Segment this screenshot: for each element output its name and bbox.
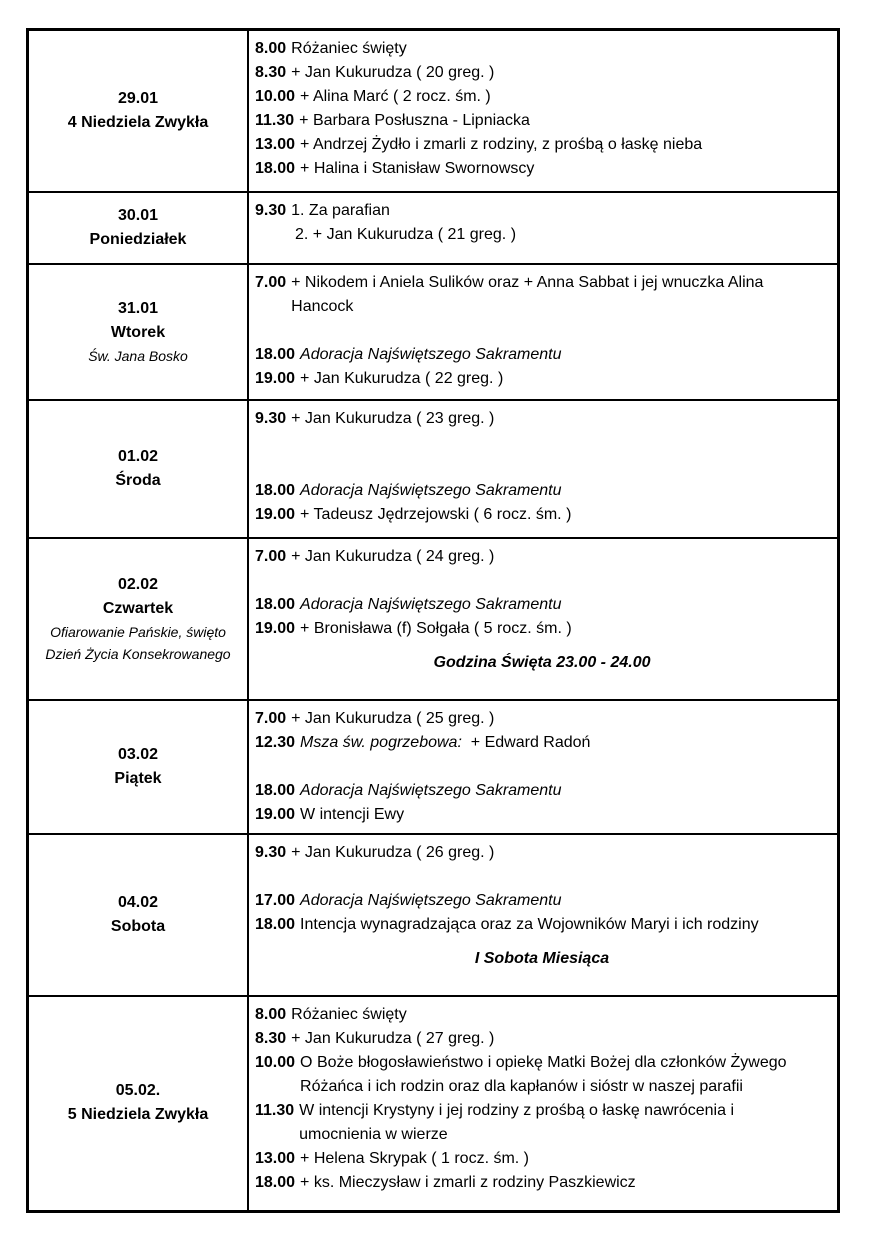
day-row-0302 bbox=[28, 700, 839, 834]
day-name: Wtorek bbox=[110, 323, 166, 341]
day-cell bbox=[28, 192, 249, 264]
mass-intention: + Nikodem i Aniela Sulików oraz + Anna Sabbat i jej wnuczka Alina Hancock bbox=[291, 273, 764, 315]
funeral-label: Msza św. pogrzebowa: bbox=[300, 733, 462, 751]
mass-time: 17.00 bbox=[255, 891, 296, 909]
mass-entry bbox=[255, 343, 829, 367]
mass-time: 8.30 bbox=[255, 1029, 287, 1047]
day-cell bbox=[28, 538, 249, 700]
mass-intention: W intencji Krystyny i jej rodziny z prośbą o łaskę nawrócenia i umocnienia w wierze bbox=[299, 1101, 734, 1143]
mass-intention: + Jan Kukurudza ( 26 greg. ) bbox=[291, 843, 495, 861]
masses-cell bbox=[248, 400, 839, 538]
mass-time: 12.30 bbox=[255, 733, 296, 751]
day-note: Godzina Święta 23.00 - 24.00 bbox=[433, 653, 651, 671]
day-note: I Sobota Miesiąca bbox=[474, 949, 610, 967]
mass-entry bbox=[255, 199, 829, 223]
day-cell bbox=[28, 996, 249, 1212]
mass-intention: Adoracja Najświętszego Sakramentu bbox=[300, 781, 562, 799]
mass-entry bbox=[255, 157, 829, 181]
mass-time: 7.00 bbox=[255, 547, 287, 565]
mass-entry bbox=[255, 889, 829, 913]
mass-entry bbox=[255, 133, 829, 157]
mass-intention: + Bronisława (f) Sołgała ( 5 rocz. śm. ) bbox=[300, 619, 572, 637]
day-row-0502 bbox=[28, 996, 839, 1212]
masses-cell bbox=[248, 700, 839, 834]
day-row-3101 bbox=[28, 264, 839, 400]
day-name: Piątek bbox=[114, 769, 162, 787]
day-name: Poniedziałek bbox=[89, 230, 187, 248]
mass-entry bbox=[255, 407, 829, 431]
mass-intention: + Barbara Posłuszna - Lipniacka bbox=[299, 112, 530, 129]
day-date: 30.01 bbox=[117, 206, 159, 224]
day-name: Czwartek bbox=[102, 599, 174, 617]
mass-intention-continuation: 2. + Jan Kukurudza ( 21 greg. ) bbox=[295, 225, 517, 243]
masses-cell bbox=[248, 192, 839, 264]
mass-intention: Adoracja Najświętszego Sakramentu bbox=[300, 345, 562, 363]
mass-time: 13.00 bbox=[255, 1149, 296, 1167]
mass-intention: Różaniec święty bbox=[291, 40, 407, 57]
mass-intention: + Tadeusz Jędrzejowski ( 6 rocz. śm. ) bbox=[300, 505, 572, 523]
masses-cell bbox=[248, 264, 839, 400]
mass-intention: + Jan Kukurudza ( 24 greg. ) bbox=[291, 547, 495, 565]
day-row-2901 bbox=[28, 30, 839, 192]
mass-intention: + Jan Kukurudza ( 22 greg. ) bbox=[300, 369, 504, 387]
mass-time: 13.00 bbox=[255, 136, 296, 153]
mass-intention: + Halina i Stanisław Swornowscy bbox=[300, 160, 535, 177]
mass-entry bbox=[255, 61, 829, 85]
mass-intention: + Alina Marć ( 2 rocz. śm. ) bbox=[300, 88, 491, 105]
mass-entry bbox=[255, 1027, 829, 1051]
mass-entry bbox=[255, 731, 829, 755]
mass-entry bbox=[255, 1147, 829, 1171]
spacer bbox=[255, 431, 829, 479]
day-row-0102 bbox=[28, 400, 839, 538]
mass-time: 18.00 bbox=[255, 1173, 296, 1191]
spacer bbox=[255, 569, 829, 593]
day-cell bbox=[28, 400, 249, 538]
day-date: 01.02 bbox=[117, 447, 159, 465]
mass-intention: + Jan Kukurudza ( 27 greg. ) bbox=[291, 1029, 495, 1047]
masses-cell bbox=[248, 996, 839, 1212]
mass-time: 9.30 bbox=[255, 201, 287, 219]
mass-entry bbox=[255, 617, 829, 641]
day-date: 02.02 bbox=[117, 575, 159, 593]
mass-entry bbox=[255, 271, 829, 319]
day-feast: Dzień Życia Konsekrowanego bbox=[45, 645, 231, 662]
day-name: 4 Niedziela Zwykła bbox=[67, 113, 209, 131]
day-name: 5 Niedziela Zwykła bbox=[67, 1106, 209, 1124]
day-feast: Ofiarowanie Pańskie, święto bbox=[50, 623, 226, 640]
mass-time: 9.30 bbox=[255, 409, 287, 427]
mass-intention: W intencji Ewy bbox=[300, 805, 405, 823]
mass-entry bbox=[255, 503, 829, 527]
mass-time: 19.00 bbox=[255, 805, 296, 823]
mass-intention: + Andrzej Żydło i zmarli z rodziny, z prośbą o łaskę nieba bbox=[300, 136, 703, 153]
mass-entry bbox=[255, 1051, 829, 1099]
mass-intention: Adoracja Najświętszego Sakramentu bbox=[300, 595, 562, 613]
mass-time: 7.00 bbox=[255, 709, 287, 727]
mass-intention: Różaniec święty bbox=[291, 1005, 407, 1023]
day-date: 03.02 bbox=[117, 745, 159, 763]
mass-time: 19.00 bbox=[255, 505, 296, 523]
day-cell bbox=[28, 834, 249, 996]
mass-entry bbox=[255, 803, 829, 827]
masses-cell bbox=[248, 834, 839, 996]
mass-time: 18.00 bbox=[255, 915, 296, 933]
mass-entry bbox=[255, 109, 829, 133]
mass-entry bbox=[255, 1099, 829, 1147]
mass-entry bbox=[255, 479, 829, 503]
mass-time: 18.00 bbox=[255, 345, 296, 363]
mass-intention: 1. Za parafian bbox=[291, 201, 390, 219]
mass-time: 9.30 bbox=[255, 843, 287, 861]
mass-intention: O Boże błogosławieństwo i opiekę Matki Bożej dla członków Żywego Różańca i ich rodzin oraz dla kapłanów i sióstr w naszej parafii bbox=[300, 1053, 787, 1095]
day-date: 29.01 bbox=[117, 89, 159, 107]
day-cell bbox=[28, 700, 249, 834]
day-name: Sobota bbox=[110, 917, 166, 935]
mass-time: 19.00 bbox=[255, 369, 296, 387]
day-feast: Św. Jana Bosko bbox=[88, 347, 188, 364]
mass-entry bbox=[255, 593, 829, 617]
mass-time: 8.00 bbox=[255, 40, 287, 57]
mass-entry bbox=[255, 545, 829, 569]
mass-entry bbox=[255, 913, 829, 937]
mass-entry bbox=[255, 37, 829, 61]
masses-cell bbox=[248, 538, 839, 700]
mass-intention: + ks. Mieczysław i zmarli z rodziny Paszkiewicz bbox=[300, 1173, 636, 1191]
mass-intention: Intencja wynagradzająca oraz za Wojowników Maryi i ich rodziny bbox=[300, 915, 759, 933]
day-name: Środa bbox=[115, 471, 161, 489]
mass-entry bbox=[255, 1171, 829, 1195]
mass-intention: + Helena Skrypak ( 1 rocz. śm. ) bbox=[300, 1149, 530, 1167]
day-date: 05.02. bbox=[115, 1082, 161, 1100]
mass-time: 11.30 bbox=[255, 1101, 295, 1119]
day-row-0402 bbox=[28, 834, 839, 996]
mass-entry bbox=[255, 1003, 829, 1027]
mass-entry bbox=[255, 367, 829, 391]
mass-time: 10.00 bbox=[255, 88, 296, 105]
mass-time: 18.00 bbox=[255, 160, 296, 177]
spacer bbox=[255, 755, 829, 779]
spacer bbox=[255, 319, 829, 343]
day-date: 31.01 bbox=[117, 299, 159, 317]
mass-intention: Adoracja Najświętszego Sakramentu bbox=[300, 891, 562, 909]
mass-entry bbox=[255, 85, 829, 109]
mass-time: 10.00 bbox=[255, 1053, 296, 1071]
mass-intention: + Edward Radoń bbox=[470, 733, 591, 751]
mass-intention: + Jan Kukurudza ( 23 greg. ) bbox=[291, 409, 495, 427]
mass-intention: Adoracja Najświętszego Sakramentu bbox=[300, 481, 562, 499]
day-cell bbox=[28, 30, 249, 192]
day-row-0202 bbox=[28, 538, 839, 700]
mass-entry bbox=[255, 779, 829, 803]
mass-time: 7.00 bbox=[255, 273, 287, 291]
mass-time: 8.00 bbox=[255, 1005, 287, 1023]
day-row-3001 bbox=[28, 192, 839, 264]
mass-entry bbox=[255, 707, 829, 731]
mass-intention: + Jan Kukurudza ( 25 greg. ) bbox=[291, 709, 495, 727]
mass-schedule-table bbox=[26, 28, 840, 1213]
mass-time: 18.00 bbox=[255, 595, 296, 613]
mass-time: 11.30 bbox=[255, 112, 295, 129]
day-cell bbox=[28, 264, 249, 400]
mass-intention: + Jan Kukurudza ( 20 greg. ) bbox=[291, 64, 495, 81]
mass-time: 19.00 bbox=[255, 619, 296, 637]
mass-intention-wrap bbox=[300, 731, 829, 755]
masses-cell bbox=[248, 30, 839, 192]
mass-time: 8.30 bbox=[255, 64, 287, 81]
mass-entry bbox=[255, 841, 829, 865]
mass-time: 18.00 bbox=[255, 781, 296, 799]
spacer bbox=[255, 865, 829, 889]
mass-time: 18.00 bbox=[255, 481, 296, 499]
day-date: 04.02 bbox=[117, 893, 159, 911]
